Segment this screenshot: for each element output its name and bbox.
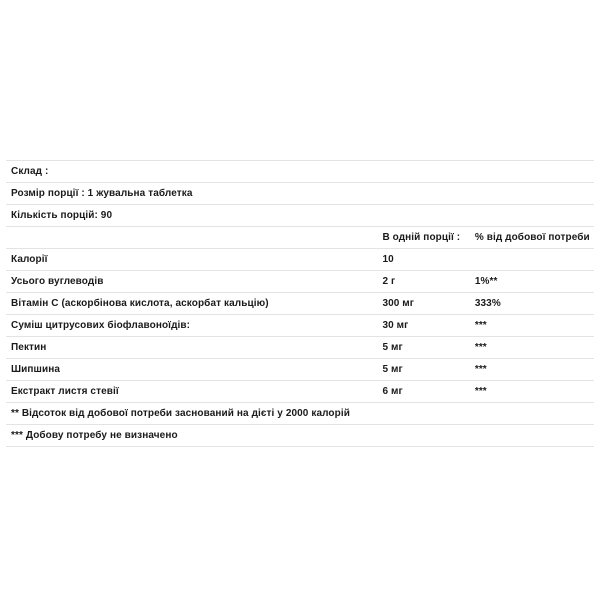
nutrient-name: Екстракт листя стевії: [11, 386, 119, 397]
nutrient-amount: 10: [382, 254, 394, 265]
composition-label: Склад :: [11, 166, 49, 177]
nutrient-name: Калорії: [11, 254, 48, 265]
nutrient-name: Суміш цитрусових біофлавоноїдів:: [11, 320, 191, 331]
nutrient-amount: 5 мг: [382, 364, 403, 375]
table-row: [6, 315, 594, 337]
nutrient-amount: 5 мг: [382, 342, 403, 353]
nutrient-name: Вітамін С (аскорбінова кислота, аскорбат кальцію): [11, 298, 269, 309]
table-row: [6, 337, 594, 359]
composition-row: [6, 161, 594, 183]
table-row: [6, 271, 594, 293]
footnote-row: [6, 403, 594, 425]
nutrient-amount: 2 г: [382, 276, 396, 287]
nutrient-name: Усього вуглеводів: [11, 276, 104, 287]
serving-size-row: [6, 183, 594, 205]
servings-count: Кількість порцій: 90: [11, 210, 113, 221]
nutrient-daily-value: ***: [474, 342, 487, 353]
nutrient-amount: 30 мг: [382, 320, 409, 331]
nutrient-daily-value: ***: [474, 364, 487, 375]
nutrient-amount: 6 мг: [382, 386, 403, 397]
supplement-facts-table: [6, 160, 594, 447]
nutrient-name: Пектин: [11, 342, 47, 353]
header-row: [6, 227, 594, 249]
table-row: [6, 381, 594, 403]
nutrient-daily-value: 333%: [474, 298, 501, 309]
per-serving-header: В одній порції :: [382, 232, 461, 243]
nutrient-amount: 300 мг: [382, 298, 415, 309]
daily-value-header: % від добової потреби: [474, 232, 590, 243]
nutrient-daily-value: 1%**: [474, 276, 498, 287]
serving-size: Розмір порції : 1 жувальна таблетка: [11, 188, 193, 199]
nutrient-daily-value: ***: [474, 386, 487, 397]
servings-count-row: [6, 205, 594, 227]
table-row: [6, 359, 594, 381]
footnote-not-established: *** Добову потребу не визначено: [11, 430, 178, 441]
footnote-daily-value: ** Відсоток від добової потреби заснований на дієті у 2000 калорій: [11, 408, 350, 419]
table-row: [6, 293, 594, 315]
nutrient-daily-value: ***: [474, 320, 487, 331]
nutrient-name: Шипшина: [11, 364, 61, 375]
footnote-row: [6, 425, 594, 447]
table-row: [6, 249, 594, 271]
